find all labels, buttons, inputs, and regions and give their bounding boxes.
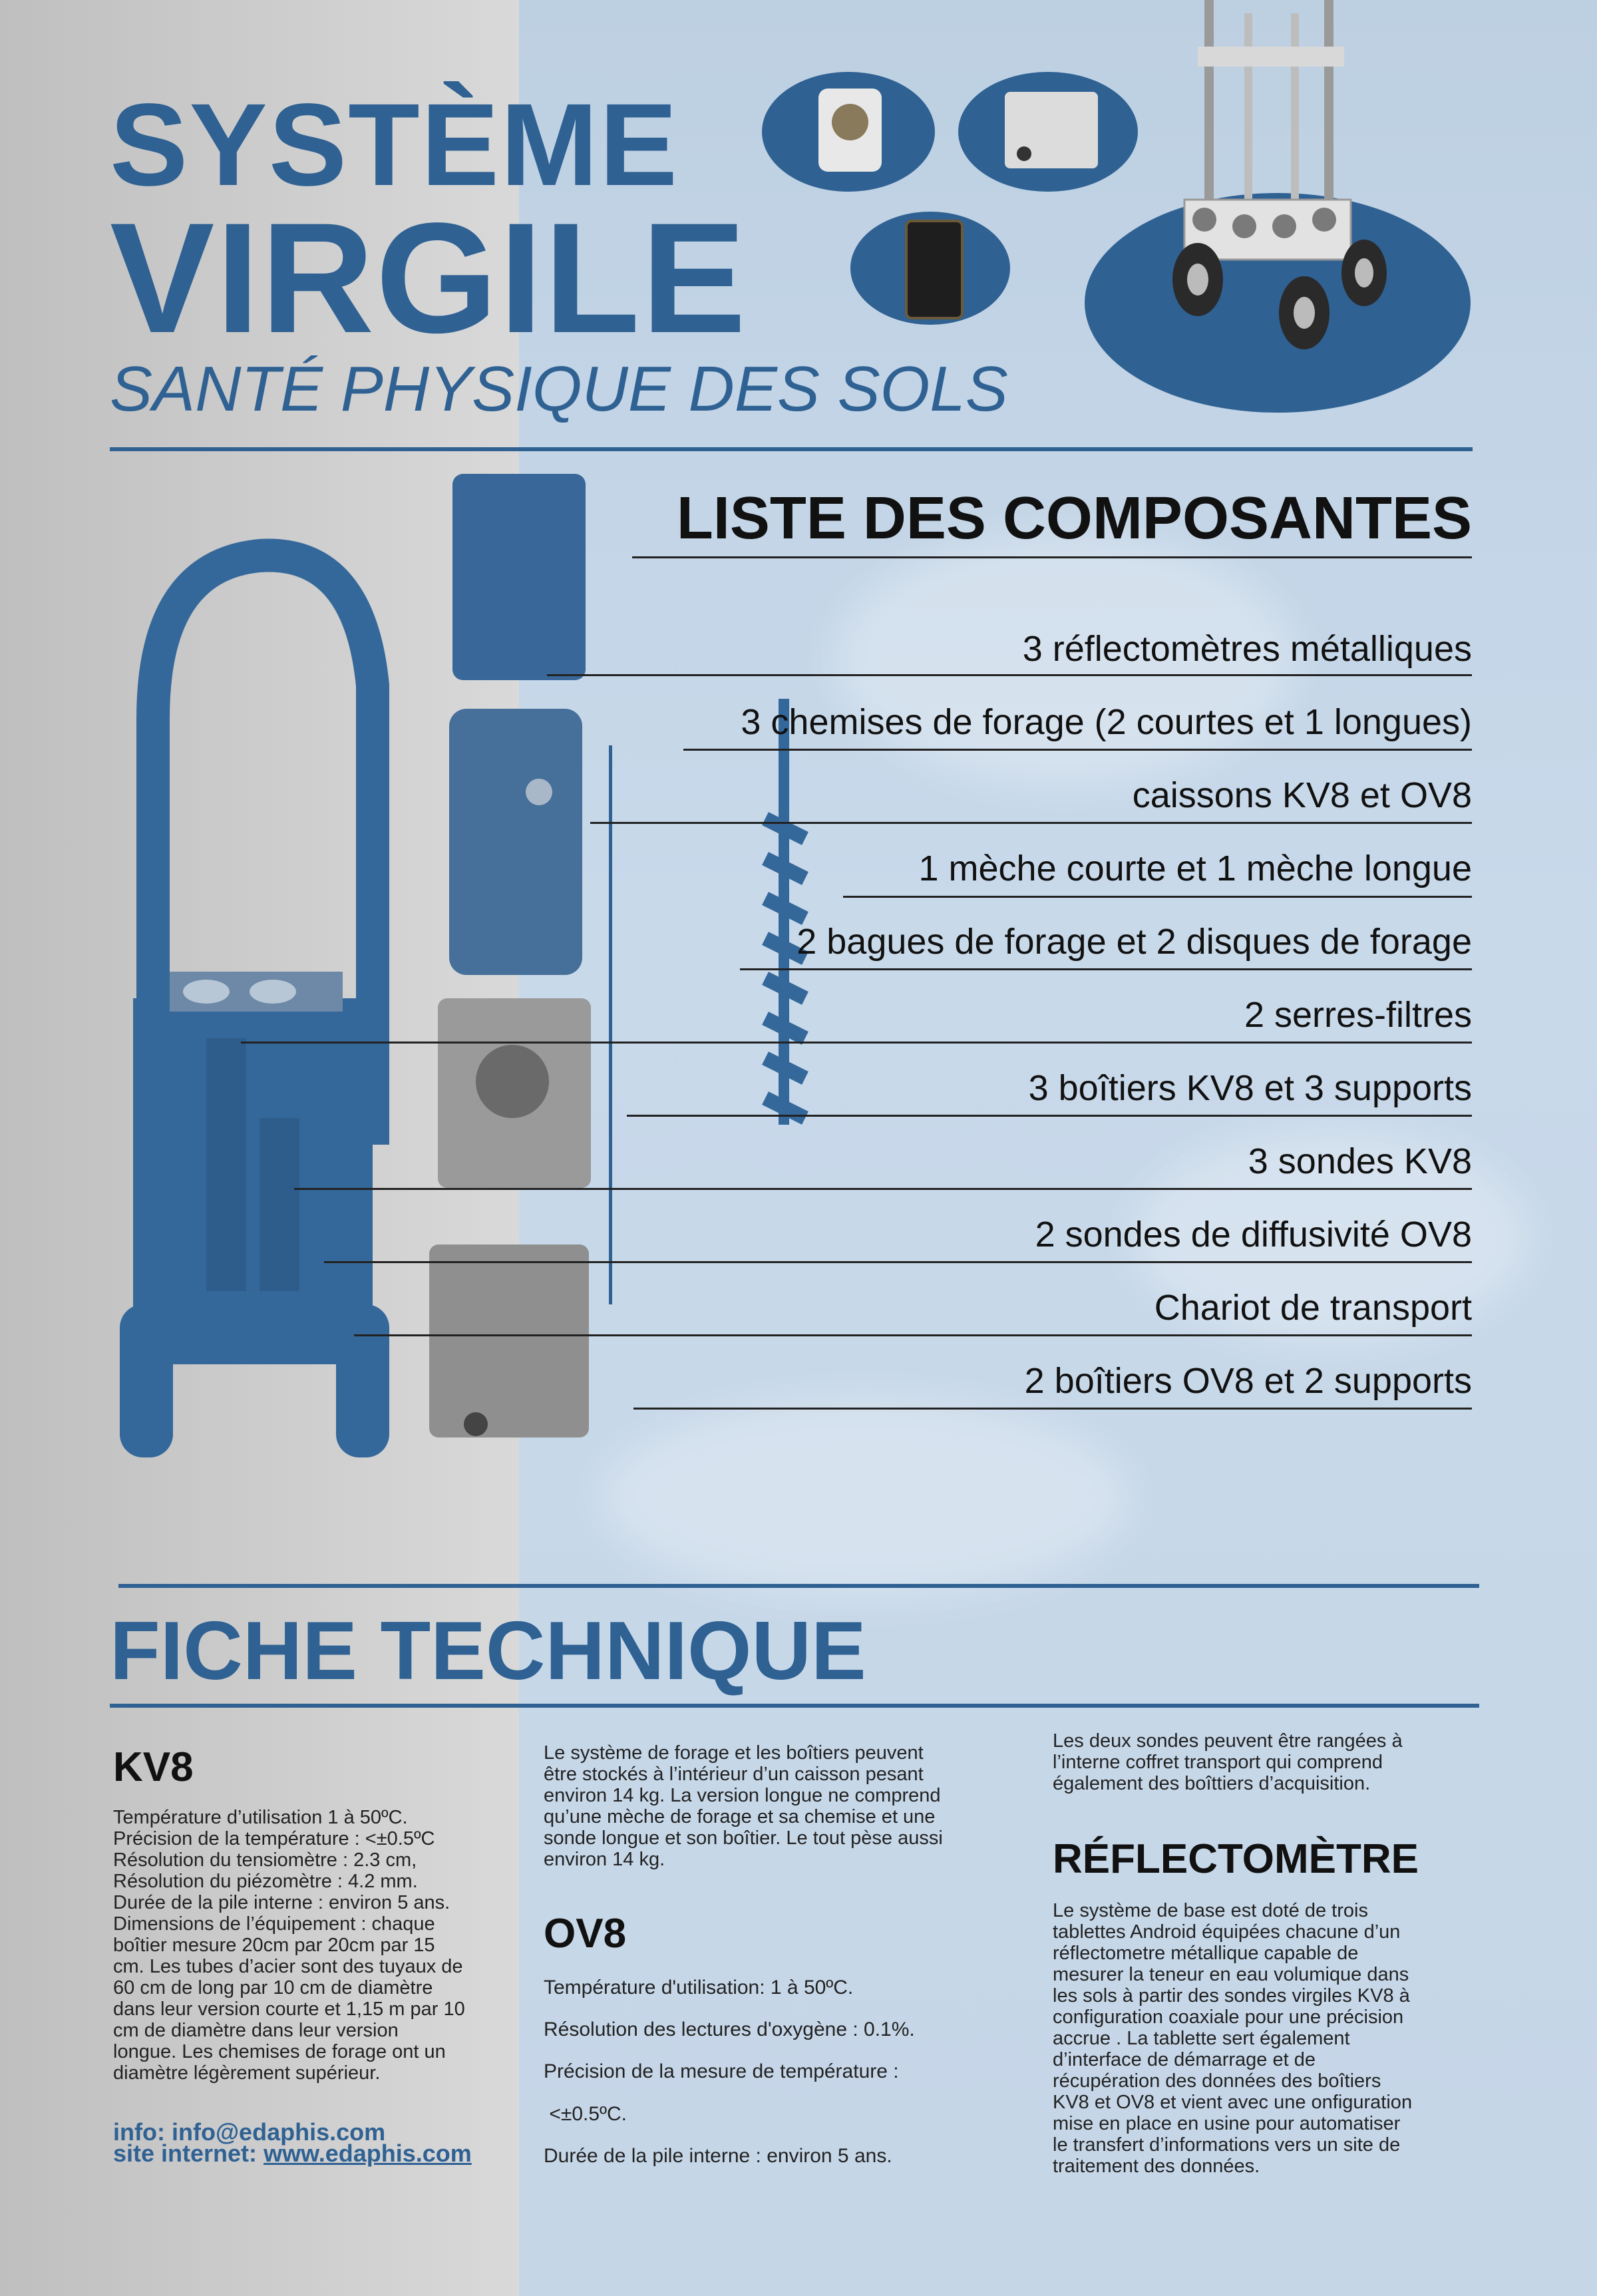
component-leader-line: [547, 674, 1472, 676]
component-item: 2 bagues de forage et 2 disques de forage: [797, 922, 1472, 962]
website-link[interactable]: www.edaphis.com: [264, 2140, 472, 2167]
pump-box-photo: [762, 72, 935, 192]
contact-site: [113, 2140, 472, 2168]
cart-illustration: [1158, 0, 1424, 373]
components-title-underline: [632, 556, 1472, 558]
component-leader-line: [354, 1334, 1472, 1336]
component-leader-line: [633, 1408, 1472, 1410]
component-item: 2 boîtiers OV8 et 2 supports: [1024, 1361, 1472, 1401]
ov8-line: Durée de la pile interne : environ 5 ans.: [544, 2145, 892, 2167]
component-item: Chariot de transport: [1154, 1288, 1472, 1328]
ov8-heading: OV8: [544, 1911, 627, 1957]
component-item: 3 chemises de forage (2 courtes et 1 longues): [741, 702, 1472, 742]
fiche-top-divider: [118, 1584, 1479, 1588]
component-leader-line: [683, 749, 1472, 751]
components-title: LISTE DES COMPOSANTES: [676, 485, 1472, 552]
component-leader-line: [843, 896, 1472, 898]
kv8-text: Température d’utilisation 1 à 50ºC. Précision de la température : <±0.5ºC Résolution du tensiomètre : 2.3 cm, Résolution du piézomètre : 4.2 mm. Durée de la pile interne : environ 5 ans. Dimensions de l’équipement : chaque boîtier mesure 20cm par 20cm par 15 cm. Les tubes d’acier sont des tuyaux de 60 cm de long par 10 cm de diamètre dans leur version courte et 1,15 m par 10 cm de diamètre dans leur version longue. Les chemises de forage ont un diamètre légèrement supérieur.: [113, 1807, 465, 2084]
email-link[interactable]: info@edaphis.com: [171, 2118, 386, 2146]
reflectometre-heading: RÉFLECTOMÈTRE: [1053, 1836, 1419, 1882]
component-leader-line: [241, 1042, 1472, 1044]
site-label: site internet:: [113, 2140, 258, 2167]
component-leader-line: [590, 822, 1472, 824]
fiche-bottom-divider: [110, 1704, 1479, 1708]
fiche-title: FICHE TECHNIQUE: [110, 1605, 866, 1697]
component-leader-line: [627, 1115, 1472, 1117]
ov8-line: Résolution des lectures d'oxygène : 0.1%.: [544, 2018, 915, 2040]
component-item: caissons KV8 et OV8: [1132, 775, 1472, 815]
info-label: info:: [113, 2118, 165, 2146]
reflectometre-text: Le système de base est doté de trois tablettes Android équipées chacune d’un réflectometre métallique capable de mesurer la teneur en eau volumique dans les sols à partir des sondes virgiles KV8 à configuration coaxiale pour une précision accrue . La tablette sert également d’interface de démarrage et de récupération des données des boîtiers KV8 et OV8 et vient avec une onfiguration mise en place en usine pour automatiser le transfert d’informations vers un site de traitement des données.: [1053, 1900, 1413, 2177]
tablet-photo: [850, 212, 1010, 325]
ov8-box-photo: [958, 72, 1138, 192]
component-item: 3 réflectomètres métalliques: [1022, 629, 1472, 669]
component-leader-line: [740, 968, 1472, 970]
cloud-decoration: [599, 1398, 1131, 1597]
probe-storage-text: Les deux sondes peuvent être rangées à l’interne coffret transport qui comprend également des boîttiers d’acquisition.: [1053, 1730, 1403, 1794]
auger-illustration: [759, 699, 812, 1131]
component-leader-line: [294, 1188, 1472, 1190]
component-item: 3 sondes KV8: [1248, 1141, 1472, 1181]
title-line-1: SYSTÈME: [110, 80, 679, 210]
subtitle: SANTÉ PHYSIQUE DES SOLS: [110, 353, 1008, 425]
header-divider: [110, 447, 1473, 451]
component-item: 2 serres-filtres: [1244, 995, 1472, 1035]
kv8-heading: KV8: [113, 1744, 194, 1790]
component-item: 3 boîtiers KV8 et 3 supports: [1028, 1068, 1472, 1108]
ov8-line: Température d'utilisation: 1 à 50ºC.: [544, 1977, 854, 1999]
components-illustration: [106, 466, 612, 1464]
component-item: 1 mèche courte et 1 mèche longue: [918, 849, 1472, 888]
ov8-line: Précision de la mesure de température :: [544, 2060, 899, 2082]
component-leader-line: [324, 1261, 1472, 1263]
title-line-2: VIRGILE: [110, 190, 748, 366]
component-item: 2 sondes de diffusivité OV8: [1035, 1215, 1472, 1254]
storage-text: Le système de forage et les boîtiers peuvent être stockés à l’intérieur d’un caisson pesant environ 14 kg. La version longue ne comprend qu’une mèche de forage et sa chemise et une sonde longue et son boîtier. Le tout pèse aussi environ 14 kg.: [544, 1742, 943, 1870]
ov8-line: <±0.5ºC.: [544, 2103, 627, 2125]
